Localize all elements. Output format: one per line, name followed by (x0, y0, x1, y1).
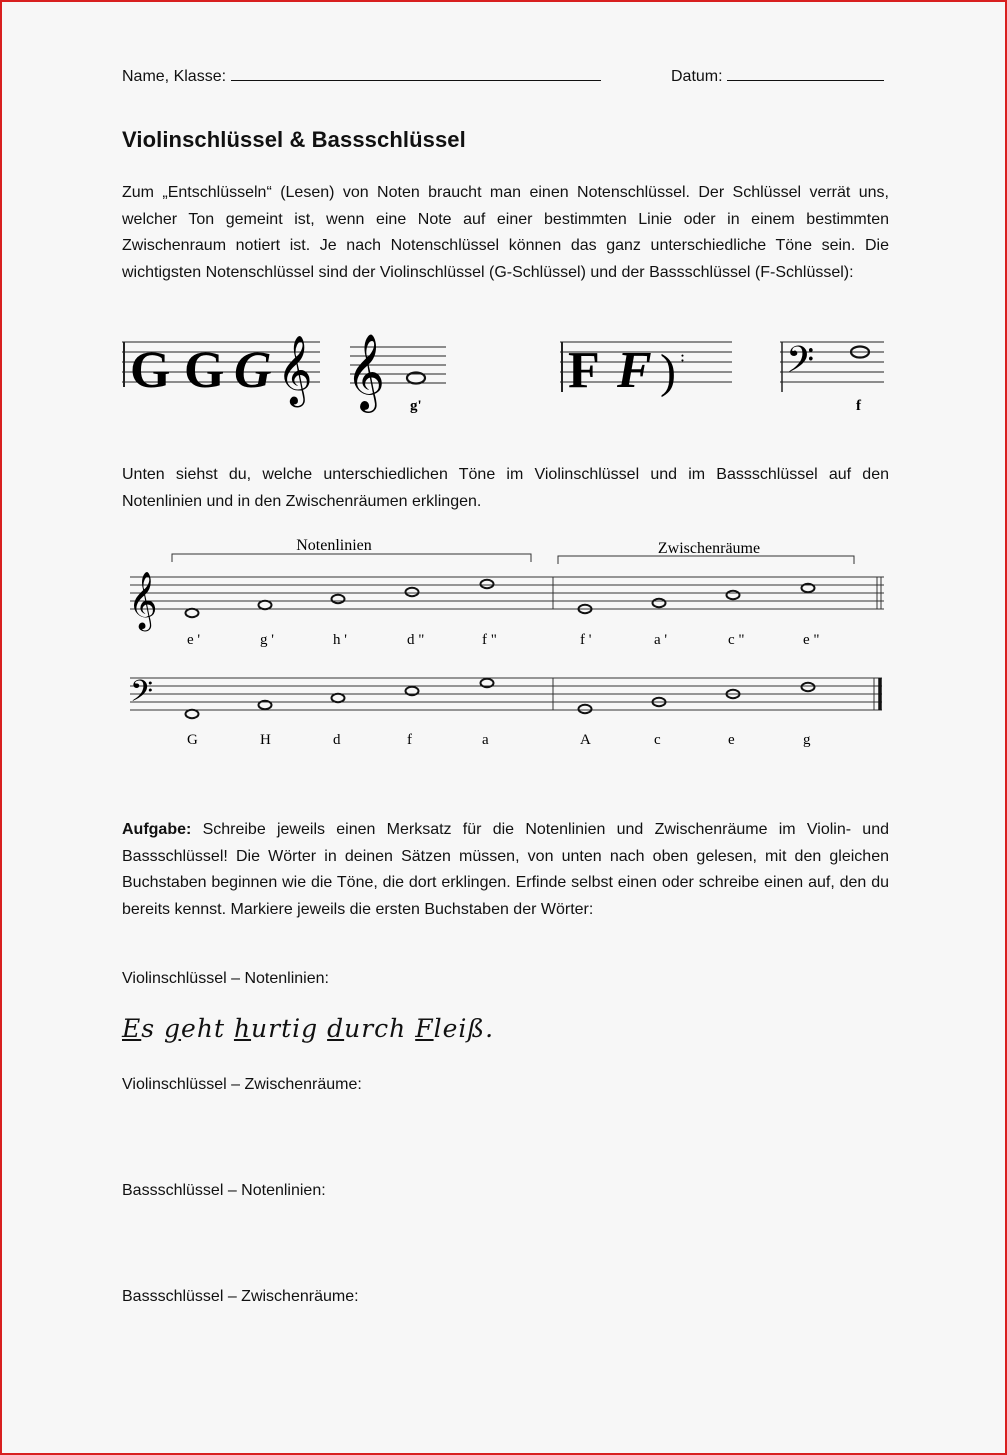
name-class-field (122, 66, 601, 86)
bass-note-label: f (407, 732, 412, 748)
bass-whole-note (802, 683, 815, 691)
f-clef-letter-2: F (617, 342, 652, 399)
treble-note-label: e " (803, 632, 820, 648)
bass-whole-note (332, 694, 345, 702)
example-word-initial: F (415, 1014, 434, 1043)
f-clef-letter-1: F (568, 342, 600, 399)
f-clef-evolution (560, 342, 732, 399)
treble-whole-note (481, 580, 494, 588)
date-blank (727, 66, 884, 81)
bass-spaces-label: Bassschlüssel – Zwischenräume: (122, 1288, 359, 1305)
bass-note-label: c (654, 732, 661, 748)
example-word-initial: h (233, 1014, 252, 1043)
treble-clef-icon: 𝄞 (277, 337, 313, 403)
example-word-rest: s (141, 1014, 165, 1043)
treble-note-label: d " (407, 632, 425, 648)
date-label: Datum: (671, 68, 723, 85)
treble-note-label: e ' (187, 632, 201, 648)
treble-note-label: f ' (580, 632, 592, 648)
bass-note-label: H (260, 732, 271, 748)
treble-whole-note (727, 591, 740, 599)
bass-staff (130, 675, 882, 748)
bass-note-label: a (482, 732, 489, 748)
treble-note-label: c " (728, 632, 745, 648)
intro-paragraph (122, 180, 889, 286)
bass-whole-note (579, 705, 592, 713)
task-text (122, 817, 889, 923)
treble-staff (128, 572, 884, 648)
treble-whole-note (406, 588, 419, 596)
bass-note-label: A (580, 732, 591, 748)
explanation-paragraph (122, 462, 889, 515)
treble-whole-note (653, 599, 666, 607)
f-note-label: f (856, 398, 861, 414)
treble-note-label: g ' (260, 632, 274, 648)
treble-note-label: h ' (333, 632, 347, 648)
task-paragraph (122, 817, 889, 923)
f-clef-dots-icon: ꞉ (680, 347, 686, 367)
treble-note-label: f " (482, 632, 497, 648)
f-note-staff (780, 340, 884, 414)
example-word-initial: E (122, 1014, 142, 1043)
violin-lines-label: Violinschlüssel – Notenlinien: (122, 970, 329, 987)
g-clef-letter-1: G (130, 342, 171, 399)
violin-spaces-label: Violinschlüssel – Zwischenräume: (122, 1076, 362, 1093)
task-bold-label: Aufgabe: (122, 821, 192, 838)
bass-note-label: d (333, 732, 341, 748)
spaces-heading: Zwischenräume (657, 540, 761, 557)
name-class-blank (231, 66, 601, 81)
treble-whole-note (332, 595, 345, 603)
name-class-label: Name, Klasse: (122, 68, 227, 85)
page-title: Violinschlüssel & Bassschlüssel (122, 127, 466, 152)
lines-heading: Notenlinien (296, 537, 372, 554)
treble-whole-note (259, 601, 272, 609)
example-word-rest: urtig (251, 1014, 328, 1043)
bass-lines-label: Bassschlüssel – Notenlinien: (122, 1182, 326, 1199)
treble-note-label: a ' (654, 632, 668, 648)
task-instructions: Schreibe jeweils einen Merksatz für die Notenlinien und Zwischenräume im Violin- und Bassschlüssel! Die Wörter in deinen Sätzen müssen, von unten nach oben gelesen, mit den gleichen Buchstaben beginnen wie die Töne, die dort erklingen. Erfinde selbst einen oder schreibe einen auf, den du bereits kennst. Markiere jeweils die ersten Buchstaben der Wörter: (122, 821, 889, 918)
g-note-staff (346, 334, 446, 414)
intro-text: Zum „Entschlüsseln“ (Lesen) von Noten braucht man einen Notenschlüssel. Der Schlüssel verrät uns, welcher Ton gemeint ist, wenn eine Note auf einer bestimmten Linie oder in einem bestimmten Zwischenraum notiert ist. Je nach Notenschlüssel können das ganz unterschiedliche Töne sein. Die wichtigsten Notenschlüssel sind der Violinschlüssel (G-Schlüssel) und der Bassschlüssel (F-Schlüssel): (122, 184, 889, 281)
bass-clef-icon: 𝄢 (786, 340, 815, 389)
staves-figure (122, 532, 892, 757)
date-field (671, 66, 884, 86)
treble-clef-staff-icon: 𝄞 (128, 572, 158, 628)
bass-note-label: e (728, 732, 735, 748)
bass-whole-note (186, 710, 199, 718)
lines-bracket (172, 554, 531, 562)
example-word-initial: g (164, 1014, 182, 1043)
example-word-rest: leiß. (433, 1014, 495, 1043)
spaces-bracket (558, 556, 854, 564)
f-clef-transition-icon: ) (660, 345, 676, 398)
g-clef-letter-3: G (234, 342, 272, 399)
g-clef-letter-2: G (184, 342, 225, 399)
clef-examples-figure (112, 317, 902, 422)
treble-clef-small-icon: 𝄞 (346, 336, 386, 409)
bass-clef-staff-icon: 𝄢 (130, 675, 154, 715)
explanation-text: Unten siehst du, welche unterschiedlichen Töne im Violinschlüssel und im Bassschlüssel auf den Notenlinien und in den Zwischenräumen erklingen. (122, 466, 889, 510)
example-word-rest: eht (181, 1014, 234, 1043)
bass-note-label: G (187, 732, 198, 748)
violin-lines-example-sentence (122, 1014, 494, 1043)
example-word-rest: urch (344, 1014, 416, 1043)
g-note-label: g' (410, 398, 422, 414)
example-word-initial: d (327, 1014, 345, 1043)
treble-whole-note (186, 609, 199, 617)
g-clef-evolution (122, 336, 320, 407)
bass-note-label: g (803, 732, 811, 748)
